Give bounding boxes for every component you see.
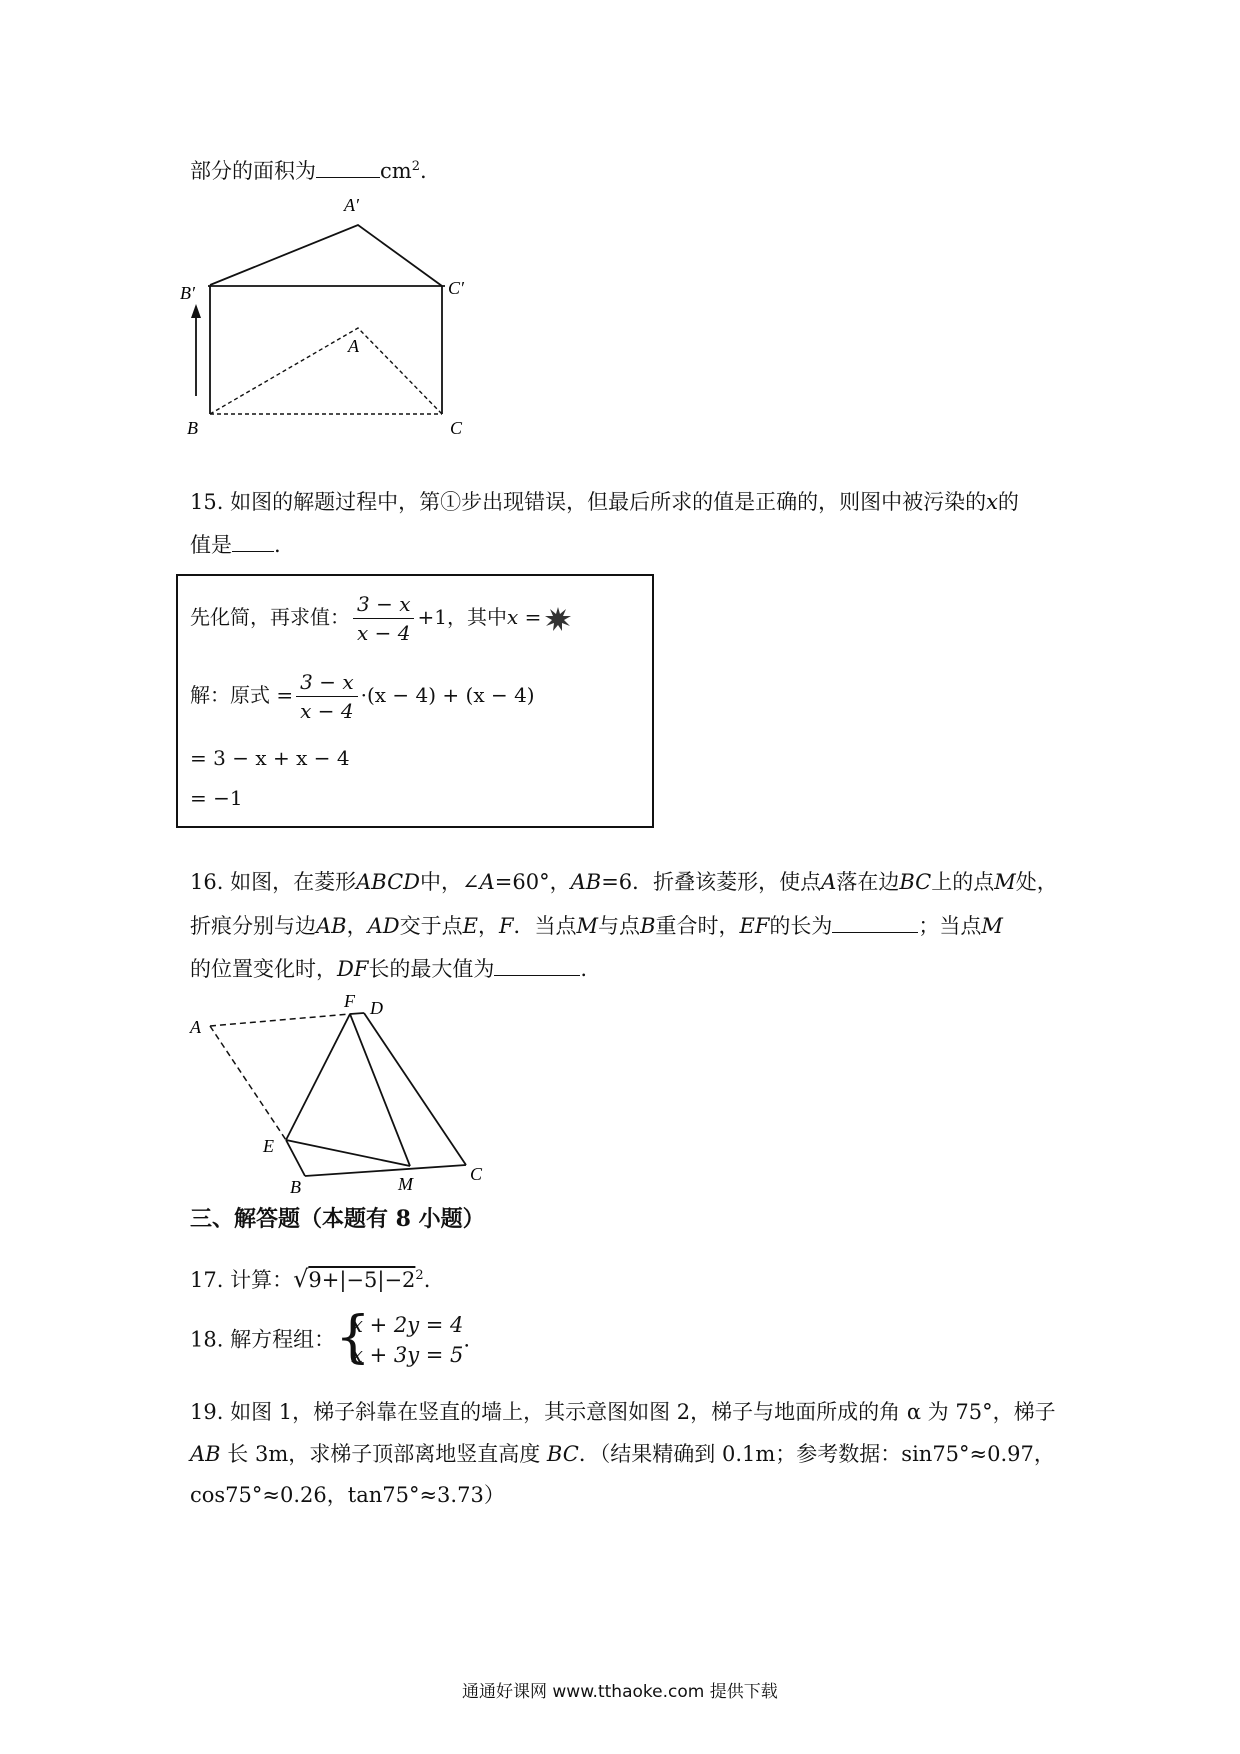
box15-step3: = −1 [190,786,243,810]
box15-step2: = 3 − x + x − 4 [190,746,350,770]
fig14-label-b: B [187,418,198,438]
box15-frac-num: 3 − x [353,590,414,619]
q18-end: . [463,1327,471,1352]
q16-line3 [190,955,587,983]
q14-text: 部分的面积为 [190,159,316,183]
q15-solution-box [176,574,654,828]
fig14-label-b1: B′ [180,283,195,303]
fig16-label-m: M [398,1174,413,1194]
box15-plus-one: +1，其中 [417,605,507,629]
figure-14 [180,190,480,440]
q15-line1-text: 15. 如图的解题过程中，第①步出现错误，但最后所求的值是正确的，则图中被污染的 [190,490,987,514]
q16-answer-blank-1 [832,912,918,933]
q16-l1-h: A [821,870,837,894]
q16-l1-j: BC [899,870,932,894]
q15-line2-end: . [274,533,281,557]
fig16-label-d: D [370,998,383,1018]
q19-l2-a: AB [190,1442,221,1466]
fig14-triangle-top [210,225,442,286]
q19-line1: 19. 如图 1，梯子斜靠在竖直的墙上，其示意图如图 2，梯子与地面所成的角 α 为 75°，梯子 [190,1400,1056,1424]
q16-l2-l: B [640,914,656,938]
q18-system [335,1304,464,1370]
q14-unit-sup: 2 [411,159,420,174]
fig14-label-c1: C′ [448,278,464,298]
q16-l1-i: 落在边 [836,870,900,894]
fig14-label-a: A [348,336,359,356]
box15-sol-frac-den: x − 4 [300,699,354,723]
q16-answer-blank-2 [494,955,580,976]
q16-l1-m: 处， [1015,870,1058,894]
q16-l1-l: M [994,870,1016,894]
q16-l2-e: 交于点 [399,914,463,938]
fig16-label-f: F [344,991,355,1011]
q16-line2 [190,912,1003,940]
box15-sol-frac-num: 3 − x [296,668,357,697]
q15-line1-end: 的 [997,490,1019,514]
fig16-line-bc [305,1165,466,1176]
box15-fraction [353,590,414,647]
q16-l2-h: F [498,914,514,938]
box15-solution-line [190,668,535,725]
figure-16 [180,990,500,1195]
fig16-label-e: E [263,1136,274,1156]
fig16-label-a: A [190,1017,201,1037]
q16-l2-f: E [462,914,478,938]
q15-line1 [190,488,1019,516]
q14-tail-line [190,153,427,185]
q16-l2-a: 折痕分别与边 [190,914,316,938]
q16-l2-c: ， [346,914,368,938]
q16-l1-g: =6．折叠该菱形，使点 [601,870,822,894]
q15-answer-blank [232,531,274,552]
box15-frac-den: x − 4 [357,621,411,645]
q18-label: 18. 解方程组： [190,1327,336,1352]
q16-l3-c: 长的最大值为 [368,957,495,981]
q16-line1 [190,868,1058,896]
q16-l2-p: ；当点 [918,914,982,938]
fig16-label-b: B [290,1177,301,1195]
q14-unit: cm [380,159,412,183]
q15-line2-text: 值是 [190,533,232,557]
q16-l1-f: AB [570,870,602,894]
q18-line [190,1304,471,1370]
fig16-line-eb [286,1140,305,1176]
ink-stain-icon [544,606,572,632]
q16-l3-a: 的位置变化时， [190,957,337,981]
q16-l2-b: AB [316,914,347,938]
q16-l2-d: AD [367,914,400,938]
q19-l2-c: BC [546,1442,579,1466]
sqrt-icon: √ [293,1265,309,1293]
fig14-arrow-head [191,304,201,318]
section-3-heading: 三、解答题（本题有 8 小题） [190,1206,485,1232]
q16-l3-b: DF [337,957,369,981]
box15-prompt-line [190,590,572,647]
footer-text: 通通好课网 www.tthaoke.com 提供下载 [462,1682,778,1702]
q16-l2-k: 与点 [598,914,641,938]
box15-x-eq: x = [506,605,542,629]
fig16-line-af [210,1014,350,1026]
q17-end: . [423,1268,431,1292]
fig14-label-c: C [450,418,463,438]
q19-l2-d: ．（结果精确到 0.1m；参考数据：sin75°≈0.97， [578,1442,1055,1466]
left-brace-icon: { [335,1304,371,1370]
q16-l1-d: A [479,870,495,894]
q16-l2-j: M [576,914,599,938]
fig16-line-fe [286,1014,350,1140]
q14-answer-blank [316,157,380,178]
q16-l1-k: 上的点 [931,870,995,894]
q19-l2-b: 长 3m，求梯子顶部离地竖直高度 [220,1442,547,1466]
q17-sup: 2 [415,1268,424,1283]
q16-l1-b: ABCD [356,870,420,894]
q18-eq1: x + 2y = 4 [351,1312,464,1337]
q16-l2-q: M [981,914,1003,938]
q16-l1-c: 中，∠ [419,870,480,894]
q14-end: . [419,159,427,183]
q16-l2-n: EF [739,914,770,938]
q16-l2-i: ．当点 [513,914,577,938]
q17-line [190,1262,430,1294]
q16-l2-o: 的长为 [769,914,833,938]
q16-l3-d: . [580,957,588,981]
q15-line2 [190,531,281,559]
box15-sol-fraction [296,668,357,725]
q18-eq2: x + 3y = 5 [351,1342,464,1367]
fig16-label-c: C [470,1164,483,1184]
fig14-label-a1: A′ [344,195,359,215]
fig16-line-ae [210,1026,286,1140]
box15-sol-rest: ·(x − 4) + (x − 4) [360,683,535,707]
q17-expr: 9+|−5|−2 [308,1268,416,1292]
q17-label: 17. 计算： [190,1268,294,1292]
q16-l1-e: =60°， [494,870,571,894]
q15-var-x: x [986,490,998,514]
fig16-line-fd [350,1013,364,1014]
q19-line3: cos75°≈0.26，tan75°≈3.73） [190,1483,505,1507]
fig14-triangle-bottom [210,328,442,414]
q16-l2-m: 重合时， [655,914,740,938]
q16-l1-a: 16. 如图，在菱形 [190,870,357,894]
fig16-line-em [286,1140,410,1166]
box15-prompt: 先化简，再求值： [190,605,350,629]
box15-sol-label: 解：原式 = [190,683,294,707]
q16-l2-g: ， [477,914,499,938]
q19-line2 [190,1440,1055,1468]
